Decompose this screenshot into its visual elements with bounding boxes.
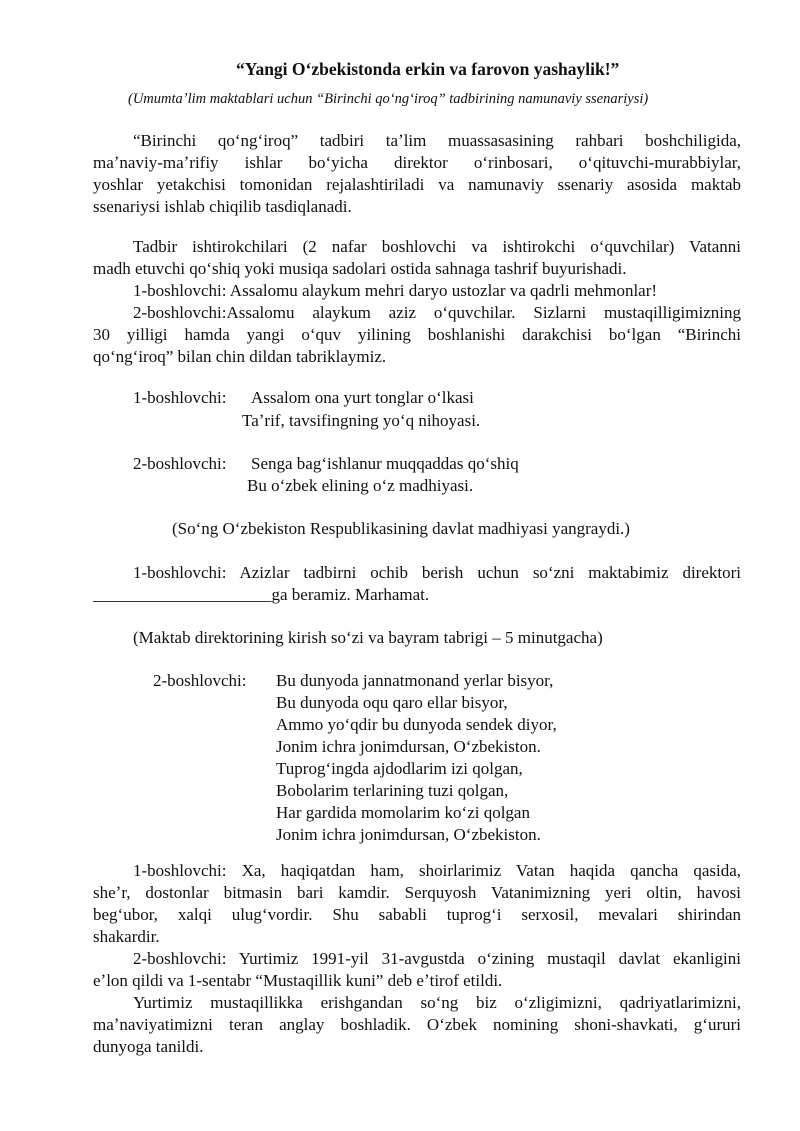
poem-line: Bu dunyoda oqu qaro ellar bisyor,	[276, 693, 508, 712]
poem-line: Tuprogʻingda ajdodlarim izi qolgan,	[276, 759, 523, 778]
poem1-verse-2	[242, 410, 480, 432]
host2-greeting-line: qoʻngʻiroq” bilan chin dildan tabriklaymiz.	[93, 347, 387, 366]
poem-line: Jonim ichra jonimdursan, Oʻzbekiston.	[276, 825, 541, 844]
poem-line: Jonim ichra jonimdursan, Oʻzbekiston.	[276, 737, 541, 756]
closing-line: sheʼr, dostonlar bitmasin bari kamdir. Serquyosh Vatanimizning yeri oltin, havosi	[93, 883, 741, 902]
poem-line: Taʼrif, tavsifingning yoʻq nihoyasi.	[242, 411, 481, 430]
poem2-verse	[251, 453, 519, 475]
poem1-speaker: 1-boshlovchi:	[133, 388, 227, 407]
intro-line: ssenariysi ishlab chiqilib tasdiqlanadi.	[93, 197, 352, 216]
closing-paragraph-1	[93, 860, 741, 948]
closing-paragraph-3	[93, 992, 741, 1058]
closing-line: Yurtimiz mustaqillikka erishgandan soʻng biz oʻzligimizni, qadriyatlarimizni,	[133, 993, 741, 1012]
document-title: “Yangi Oʻzbekistonda erkin va farovon yashaylik!”	[236, 59, 620, 79]
poem1-verse	[251, 387, 474, 409]
intro-line: maʼnaviy-maʼrifiy ishlar boʻyicha direktor oʻrinbosari, oʻqituvchi-murabbiylar,	[93, 153, 741, 172]
participants-line: madh etuvchi qoʻshiq yoki musiqa sadolari ostida sahnaga tashrif buyurishadi.	[93, 259, 627, 278]
participants-line: Tadbir ishtirokchilari (2 nafar boshlovchi va ishtirokchi oʻquvchilar) Vatanni	[133, 237, 741, 256]
poem2-verse-2	[247, 475, 473, 497]
poem3-verse	[276, 670, 557, 846]
closing-line: dunyoga tanildi.	[93, 1037, 204, 1056]
participants-paragraph	[93, 236, 741, 280]
poem2-speaker: 2-boshlovchi:	[133, 454, 227, 473]
anthem-note: (Soʻng Oʻzbekiston Respublikasining davlat madhiyasi yangraydi.)	[172, 519, 630, 538]
intro-line: “Birinchi qoʻngʻiroq” tadbiri taʼlim muassasasining rahbari boshchiligida,	[133, 131, 741, 150]
intro-line: yoshlar yetakchisi tomonidan rejalashtiriladi va namunaviy ssenariy asosida maktab	[93, 175, 741, 194]
poem-line: Assalom ona yurt tonglar oʻlkasi	[251, 388, 474, 407]
poem-line: Bobolarim terlarining tuzi qolgan,	[276, 781, 509, 800]
host2-greeting-line: 30 yilligi hamda yangi oʻquv yilining boshlanishi darakchisi boʻlgan “Birinchi	[93, 325, 741, 344]
poem-line: Bu dunyoda jannatmonand yerlar bisyor,	[276, 671, 554, 690]
poem-line: Bu oʻzbek elining oʻz madhiyasi.	[247, 476, 474, 495]
host2-greeting	[93, 302, 741, 368]
director-line: _____________________ga beramiz. Marhamat.	[93, 585, 430, 604]
poem-line: Har gardida momolarim koʻzi qolgan	[276, 803, 530, 822]
closing-line: begʻubor, xalqi ulugʻvordir. Shu sababli tuprogʻi serxosil, mevalari shirindan	[93, 905, 741, 924]
closing-line: maʼnaviyatimizni teran anglay boshladik. Oʻzbek nomining shoni-shavkati, gʻururi	[93, 1015, 741, 1034]
closing-line: eʼlon qildi va 1-sentabr “Mustaqillik kuni” deb eʼtirof etildi.	[93, 971, 503, 990]
closing-line: 1-boshlovchi: Xa, haqiqatdan ham, shoirlarimiz Vatan haqida qancha qasida,	[133, 861, 741, 880]
closing-paragraph-2	[93, 948, 741, 992]
director-line: 1-boshlovchi: Azizlar tadbirni ochib berish uchun soʻzni maktabimiz direktori	[133, 563, 741, 582]
director-paragraph	[93, 562, 741, 606]
director-note: (Maktab direktorining kirish soʻzi va bayram tabrigi – 5 minutgacha)	[133, 628, 603, 647]
poem-line: Ammo yoʻqdir bu dunyoda sendek diyor,	[276, 715, 557, 734]
poem-line: Senga bagʻishlanur muqqaddas qoʻshiq	[251, 454, 519, 473]
host2-greeting-line: 2-boshlovchi:Assalomu alaykum aziz oʻquvchilar. Sizlarni mustaqilligimizning	[133, 303, 741, 322]
closing-line: 2-boshlovchi: Yurtimiz 1991-yil 31-avgustda oʻzining mustaqil davlat ekanligini	[133, 949, 741, 968]
closing-line: shakardir.	[93, 927, 160, 946]
document-subtitle: (Umumtaʼlim maktablari uchun “Birinchi qoʻngʻiroq” tadbirining namunaviy ssenariysi)	[128, 91, 649, 107]
host1-greeting: 1-boshlovchi: Assalomu alaykum mehri daryo ustozlar va qadrli mehmonlar!	[133, 281, 658, 300]
intro-paragraph	[93, 130, 741, 218]
poem3-speaker: 2-boshlovchi:	[153, 671, 247, 690]
